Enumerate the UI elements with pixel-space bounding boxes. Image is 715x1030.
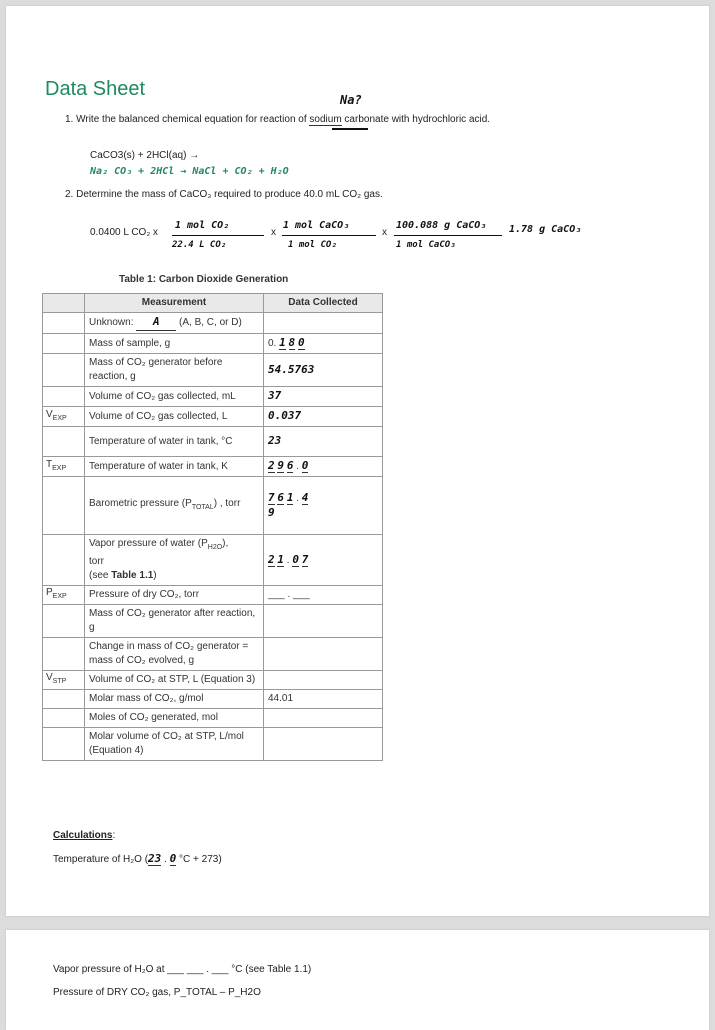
row-label: Molar volume of CO₂ at STP, L/mol (Equation 4) (85, 728, 264, 761)
row-label: Barometric pressure $(P_{TOTAL})$ , torr (85, 477, 264, 535)
mass-before-value: 54.5763 (268, 362, 315, 376)
calc-factor2-denominator: 1 mol CO₂ (288, 240, 337, 250)
header-measurement: Measurement (85, 294, 264, 313)
table-row (43, 535, 383, 586)
table-row (43, 690, 383, 709)
row-label: Moles of CO₂ generated, mol (85, 709, 264, 728)
temp-k-value: 2 9 6 . 0 (264, 457, 383, 477)
table-row (43, 354, 383, 387)
temp-c-value: 23 (268, 434, 282, 447)
volume-l-value: 0.037 (268, 409, 302, 422)
table-row (43, 605, 383, 638)
question-2: 2. Determine the mass of CaCO₃ required to produce 40.0 mL CO₂ gas. (65, 189, 383, 200)
table-row (43, 728, 383, 761)
table-row (43, 638, 383, 671)
row-label: Mass of CO₂ generator before reaction, g (85, 354, 264, 387)
question-1 (65, 114, 490, 125)
question-1-text-post: carbonate with hydrochloric acid. (341, 114, 491, 125)
volume-ml-value: 37 (268, 389, 282, 402)
question-1-sodium: sodium (309, 114, 342, 125)
dry-co2-value: ___ . ___ (264, 586, 383, 605)
given-equation: CaCO3(s) + 2HCl(aq) → (90, 150, 200, 161)
table-row (43, 457, 383, 477)
row-label: Pressure of dry CO₂, torr (85, 586, 264, 605)
row-label: Volume of CO₂ gas collected, L (85, 407, 264, 427)
calc-factor3-numerator: 100.088 g CaCO₃ (396, 220, 487, 231)
row-symbol: $V_{STP}$ (43, 671, 85, 690)
vapor-pressure-line: Vapor pressure of H₂O at ___ ___ . ___ °C (see Table 1.1) (53, 964, 312, 975)
table-row (43, 407, 383, 427)
worksheet-page-2 (6, 930, 709, 1030)
calc-factor3-bar (394, 235, 502, 236)
worksheet-page-1 (6, 6, 709, 916)
row-label: Mass of CO₂ generator after reaction, g (85, 605, 264, 638)
unknown-value: A (152, 315, 160, 328)
table-caption: Table 1: Carbon Dioxide Generation (119, 274, 289, 285)
row-symbol: $V_{EXP}$ (43, 407, 85, 427)
row-label: Volume of CO₂ gas collected, mL (85, 387, 264, 407)
dry-co2-line: Pressure of DRY CO₂ gas, P_TOTAL – P_H2O (53, 987, 261, 998)
row-label: Volume of CO₂ at STP, L (Equation 3) (85, 671, 264, 690)
calc-factor1-bar (172, 235, 264, 236)
row-symbol: $P_{EXP}$ (43, 586, 85, 605)
calc-start: 0.0400 L CO₂ x (90, 227, 158, 238)
row-label: Unknown: A (A, B, C, or D) (85, 313, 264, 334)
vapor-pressure-value: 2 1 . 0 7 (264, 535, 383, 586)
handwritten-underline (332, 128, 368, 130)
row-label: Temperature of water in tank, °C (85, 427, 264, 457)
row-label: Change in mass of CO₂ generator = mass of CO₂ evolved, g (85, 638, 264, 671)
mass-sample-value: 0. 1 8 0 (264, 334, 383, 354)
table-row (43, 387, 383, 407)
co2-generation-table (42, 293, 383, 761)
calc-factor2-bar (282, 235, 376, 236)
table-row (43, 334, 383, 354)
calc-factor1-numerator: 1 mol CO₂ (175, 220, 230, 231)
row-symbol: $T_{EXP}$ (43, 457, 85, 477)
table-row (43, 477, 383, 535)
table-header-row (43, 294, 383, 313)
calc-times-2: x (271, 227, 276, 238)
calc-factor3-denominator: 1 mol CaCO₃ (396, 240, 456, 250)
question-1-text-pre: 1. Write the balanced chemical equation for reaction of (65, 114, 310, 125)
handwritten-annotation-na: Na? (340, 93, 362, 107)
handwritten-equation: Na₂ CO₃ + 2HCl → NaCl + CO₂ + H₂O (90, 166, 289, 177)
table-row (43, 313, 383, 334)
molar-mass-value: 44.01 (264, 690, 383, 709)
table-row (43, 709, 383, 728)
barometric-value: 7 6 1 . 4 9 (264, 477, 383, 535)
table-row (43, 427, 383, 457)
table-row (43, 586, 383, 605)
calculations-heading: Calculations: (53, 830, 116, 841)
row-label: Molar mass of CO₂, g/mol (85, 690, 264, 709)
row-label: Vapor pressure of water $(P_{H2O})$, torr (see Table 1.1) (85, 535, 264, 586)
calc-factor2-numerator: 1 mol CaCO₃ (283, 220, 350, 231)
calc-times-3: x (382, 227, 387, 238)
row-label: Temperature of water in tank, K (85, 457, 264, 477)
calc-result: 1.78 g CaCO₃ (509, 224, 582, 235)
page-title: Data Sheet (45, 78, 146, 100)
calc-factor1-denominator: 22.4 L CO₂ (172, 240, 227, 250)
temperature-calculation: Temperature of H₂O (23 . 0 °C + 273) (53, 852, 222, 865)
row-label: Mass of sample, g (85, 334, 264, 354)
header-data-collected: Data Collected (264, 294, 383, 313)
table-row (43, 671, 383, 690)
